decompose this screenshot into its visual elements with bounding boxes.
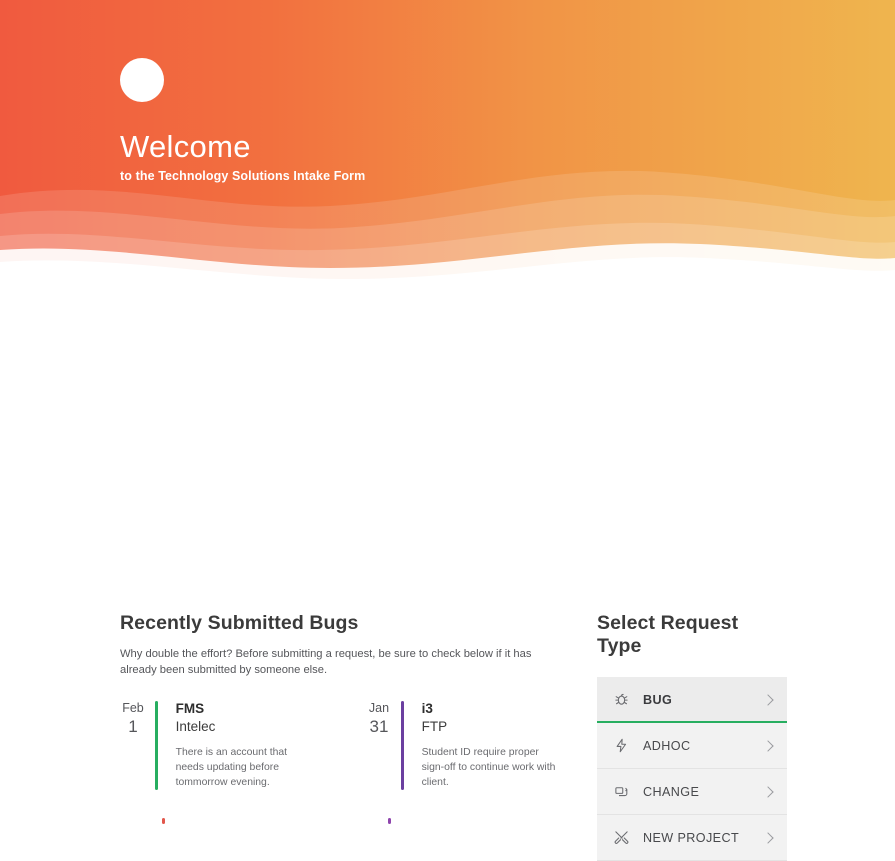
bug-day: 31 — [369, 717, 389, 737]
chevron-right-icon — [762, 786, 773, 797]
request-type-section — [597, 612, 787, 861]
tools-icon — [611, 828, 631, 848]
recent-bugs-section — [120, 612, 560, 790]
bug-accent-bar — [401, 701, 404, 789]
recent-bugs-title: Recently Submitted Bugs — [120, 612, 359, 634]
bug-date — [366, 701, 392, 789]
list-item[interactable] — [120, 701, 314, 789]
bug-accent-bar-peek — [388, 818, 391, 824]
bug-system-name: FTP — [421, 719, 448, 735]
bug-app-name: i3 — [421, 701, 433, 717]
lightning-icon — [611, 736, 631, 756]
chevron-right-icon — [762, 740, 773, 751]
page-title: Welcome — [120, 129, 251, 164]
bug-system-name: Intelec — [175, 719, 216, 735]
request-type-list — [597, 677, 787, 861]
request-type-label: NEW PROJECT — [643, 830, 740, 845]
bug-icon — [611, 690, 631, 710]
bug-body — [413, 701, 560, 789]
bug-date — [120, 701, 146, 789]
bug-note: There is an account that needs updating before tommorrow evening. — [175, 746, 288, 788]
request-type-title: Select Request Type — [597, 612, 739, 657]
bug-month: Jan — [368, 701, 390, 716]
recent-bugs-description: Why double the effort? Before submitting a request, be sure to check below if it has already been submitted by someone else. — [120, 648, 532, 677]
request-type-item-new-project[interactable] — [597, 815, 787, 861]
bug-body — [167, 701, 314, 789]
bug-day: 1 — [128, 717, 138, 737]
list-item[interactable] — [366, 701, 560, 789]
recent-bugs-list — [120, 701, 560, 789]
hero-content — [120, 58, 365, 183]
request-type-label: BUG — [643, 692, 673, 707]
bug-app-name: FMS — [175, 701, 205, 717]
chevron-right-icon — [762, 694, 773, 705]
bug-month: Feb — [122, 701, 144, 716]
avatar — [120, 58, 164, 102]
request-type-item-bug[interactable] — [597, 677, 787, 723]
request-type-label: ADHOC — [643, 738, 691, 753]
request-type-item-change[interactable] — [597, 769, 787, 815]
request-type-item-adhoc[interactable] — [597, 723, 787, 769]
chevron-right-icon — [762, 832, 773, 843]
bug-accent-bar — [155, 701, 158, 789]
bug-accent-bar-peek — [162, 818, 165, 824]
hero-banner — [0, 0, 895, 290]
layers-icon — [611, 782, 631, 802]
page-subtitle: to the Technology Solutions Intake Form — [120, 169, 366, 183]
request-type-label: CHANGE — [643, 784, 700, 799]
bug-note: Student ID require proper sign-off to continue work with client. — [421, 746, 556, 788]
